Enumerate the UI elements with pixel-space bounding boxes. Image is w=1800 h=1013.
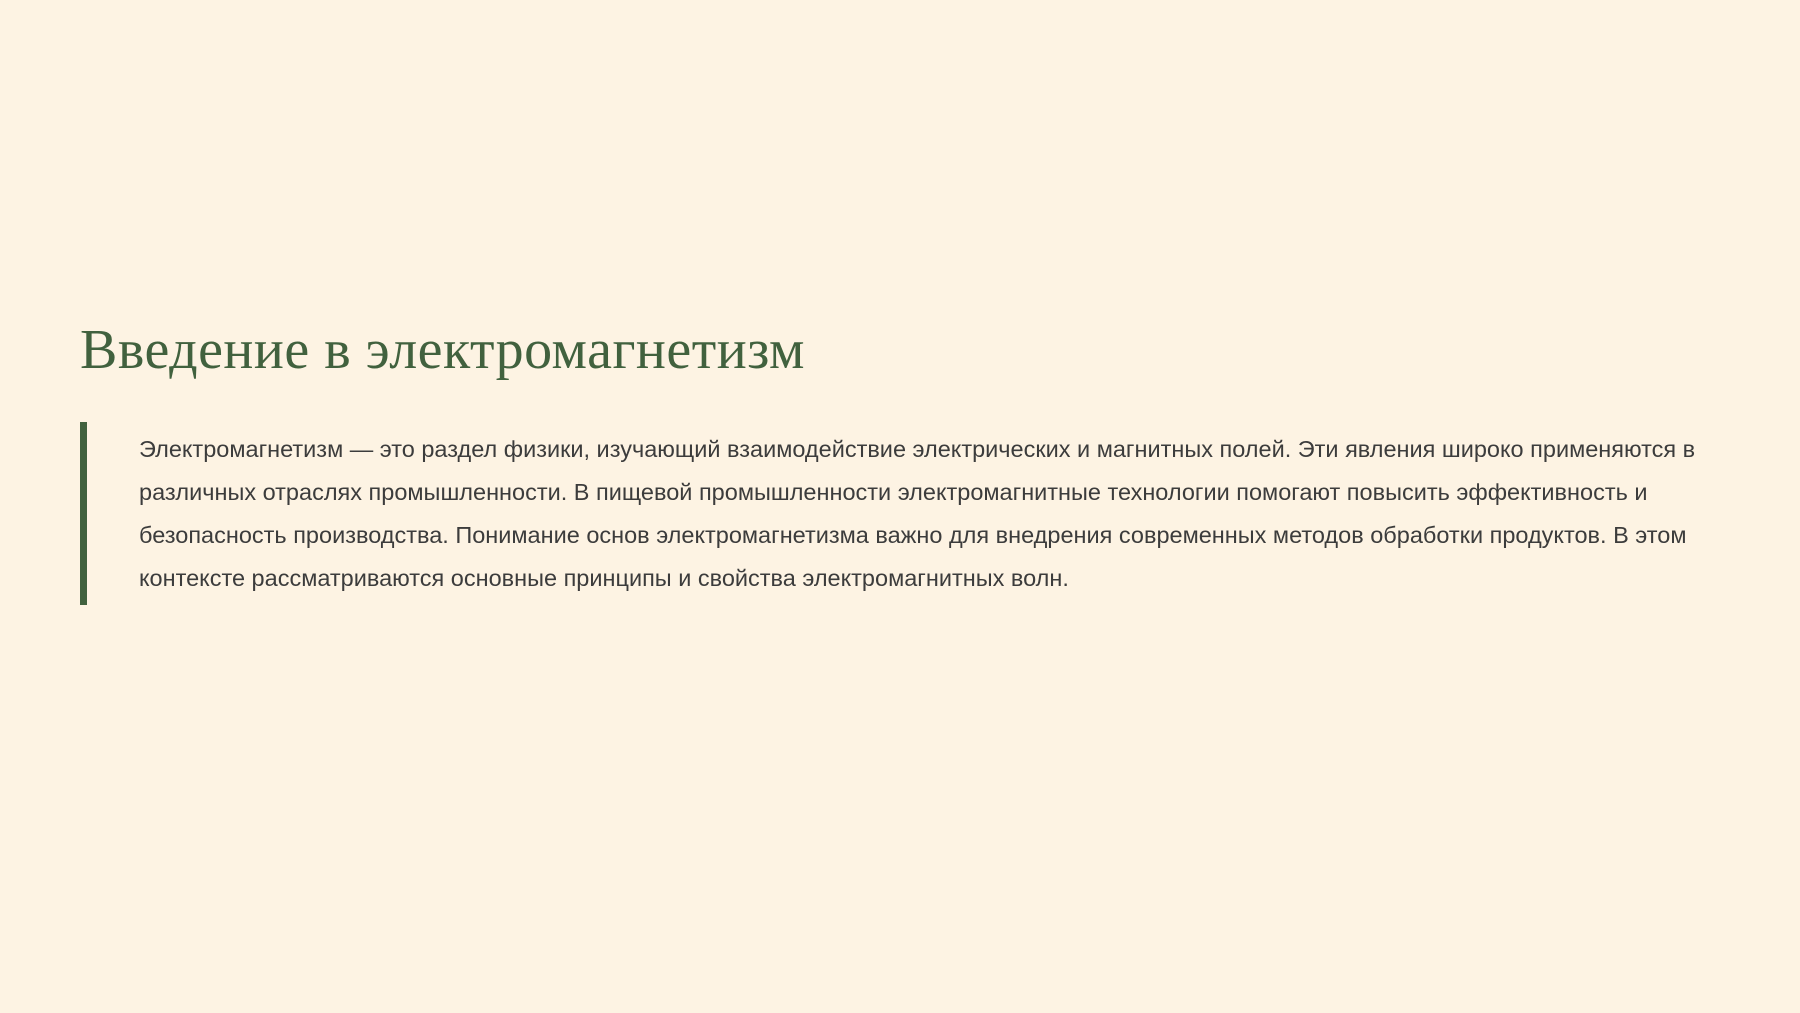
accent-bar xyxy=(80,422,87,605)
slide-content xyxy=(80,318,1720,605)
page-title: Введение в электромагнетизм xyxy=(80,319,805,381)
body-paragraph: Электромагнетизм — это раздел физики, изучающий взаимодействие электрических и магнитных полей. Эти явления широко применяются в различных отраслях промышленности. В пищевой промышленности электромагнитные технологии помогают повысить эффективность и безопасность производства. Понимание основ электромагнетизма важно для внедрения современных методов обработки продуктов. В этом контексте рассматриваются основные принципы и свойства электромагнитных волн. xyxy=(139,436,1696,591)
body-block xyxy=(80,422,1720,605)
